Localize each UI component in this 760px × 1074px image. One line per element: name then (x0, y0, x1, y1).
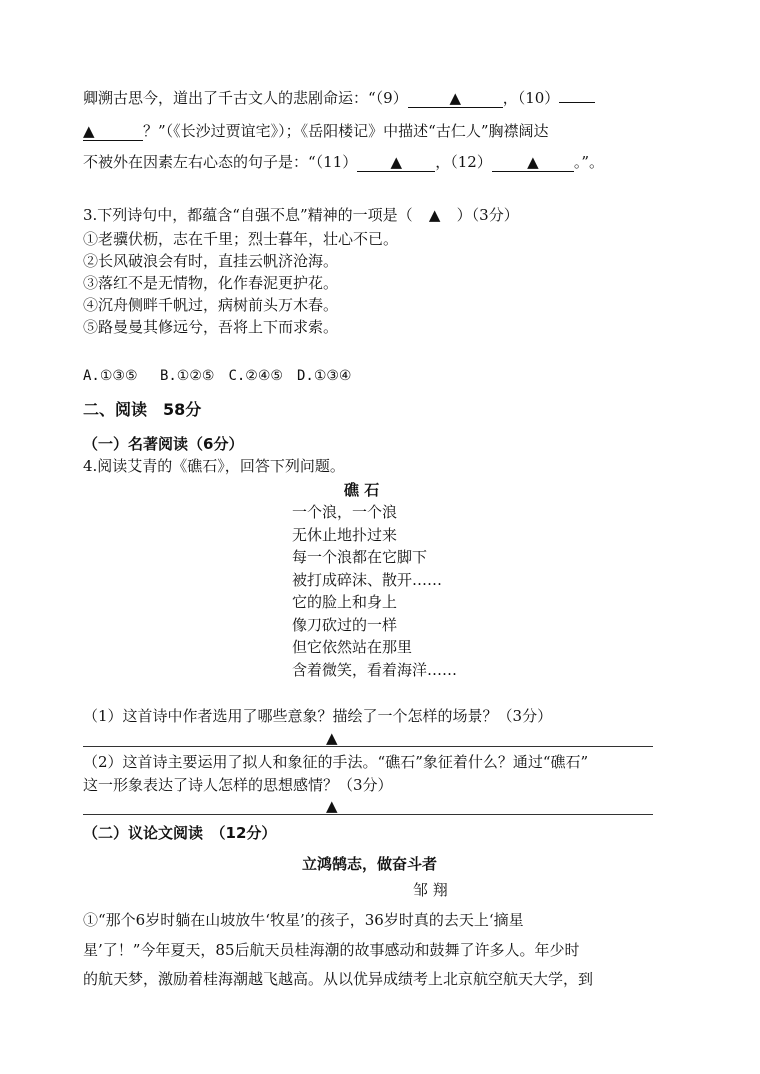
q4-1: （1）这首诗中作者选用了哪些意象？描绘了一个怎样的场景？（3分） (83, 707, 553, 725)
q4-2-answer-line (83, 814, 653, 815)
q3-item-3: ③落红不是无情物，化作春泥更护花。 (83, 274, 339, 292)
poem-title: 礁 石 (344, 481, 380, 499)
q3-item-5: ⑤路曼曼其修远兮，吾将上下而求索。 (83, 318, 339, 336)
answer-blank-12[interactable]: ▲ (492, 154, 574, 172)
q3-stem: 3.下列诗句中，都蕴含“自强不息”精神的一项是（ ▲ ）（3分） (83, 206, 519, 224)
poem-line-8: 含着微笑，看着海洋…… (292, 661, 458, 679)
poem-line-1: 一个浪，一个浪 (292, 503, 398, 521)
poem-line-5: 它的脸上和身上 (292, 593, 398, 611)
essay-para-1-line-3: 的航天梦，激励着桂海潮越飞越高。从以优异成绩考上北京航空航天大学，到 (83, 970, 594, 988)
answer-blank-9[interactable]: ▲ (408, 90, 503, 108)
answer-blank-11[interactable]: ▲ (357, 154, 435, 172)
q3-answer-slot[interactable]: ▲ (428, 206, 441, 224)
essay-para-1-line-2: 星’了！”今年夏天，85后航天员桂海潮的故事感动和鼓舞了许多人。年少时 (83, 941, 580, 959)
q3-item-4: ④沉舟侧畔千帆过，病树前头万木春。 (83, 296, 339, 314)
q4-stem: 4.阅读艾青的《礁石》，回答下列问题。 (83, 457, 345, 475)
q3-item-2: ②长风破浪会有时，直挂云帆济沧海。 (83, 252, 339, 270)
essay-para-1-line-1: ①“那个6岁时躺在山坡放牛‘牧星’的孩子，36岁时真的去天上‘摘星 (83, 911, 524, 929)
fill-line-3: 不被外在因素左右心态的句子是：“（11） ▲ ，（12） ▲ 。”。 (83, 153, 605, 171)
q4-2-line-1: （2）这首诗主要运用了拟人和象征的手法。“礁石”象征着什么？通过“礁石” (83, 753, 589, 771)
q4-2-answer-marker[interactable]: ▲ (326, 797, 338, 815)
q3-options: A.①③⑤ B.①②⑤ C.②④⑤ D.①③④ (83, 368, 352, 384)
fill-line-2: ▲ ？”（《长沙过贾谊宅》）；《岳阳楼记》中描述“古仁人”胸襟阔达 (83, 122, 549, 140)
q4-2-line-2: 这一形象表达了诗人怎样的思想感情？（3分） (83, 776, 393, 794)
poem-line-3: 每一个浪都在它脚下 (292, 548, 428, 566)
poem-line-4: 被打成碎沫、散开…… (292, 571, 443, 589)
answer-blank-10-end[interactable]: ▲ (83, 123, 143, 141)
answer-blank-10-start[interactable] (559, 102, 595, 103)
essay-author: 邹 翔 (413, 881, 448, 899)
q3-item-1: ①老骥伏枥，志在千里；烈士暮年，壮心不已。 (83, 230, 399, 248)
q4-1-answer-line (83, 746, 653, 747)
essay-title: 立鸿鹄志，做奋斗者 (302, 855, 438, 873)
section-heading: 二、阅读 58分 (83, 400, 202, 419)
fill-line-1: 卿溯古思今，道出了千古文人的悲剧命运：“（9） ▲ ，（10） (83, 88, 595, 108)
poem-line-2: 无休止地扑过来 (292, 526, 398, 544)
q4-1-answer-marker[interactable]: ▲ (326, 729, 338, 747)
subsection-1-heading: （一）名著阅读（6分） (83, 435, 244, 453)
subsection-2-heading: （二）议论文阅读 （12分） (83, 824, 277, 842)
poem-line-6: 像刀砍过的一样 (292, 616, 398, 634)
poem-line-7: 但它依然站在那里 (292, 638, 413, 656)
